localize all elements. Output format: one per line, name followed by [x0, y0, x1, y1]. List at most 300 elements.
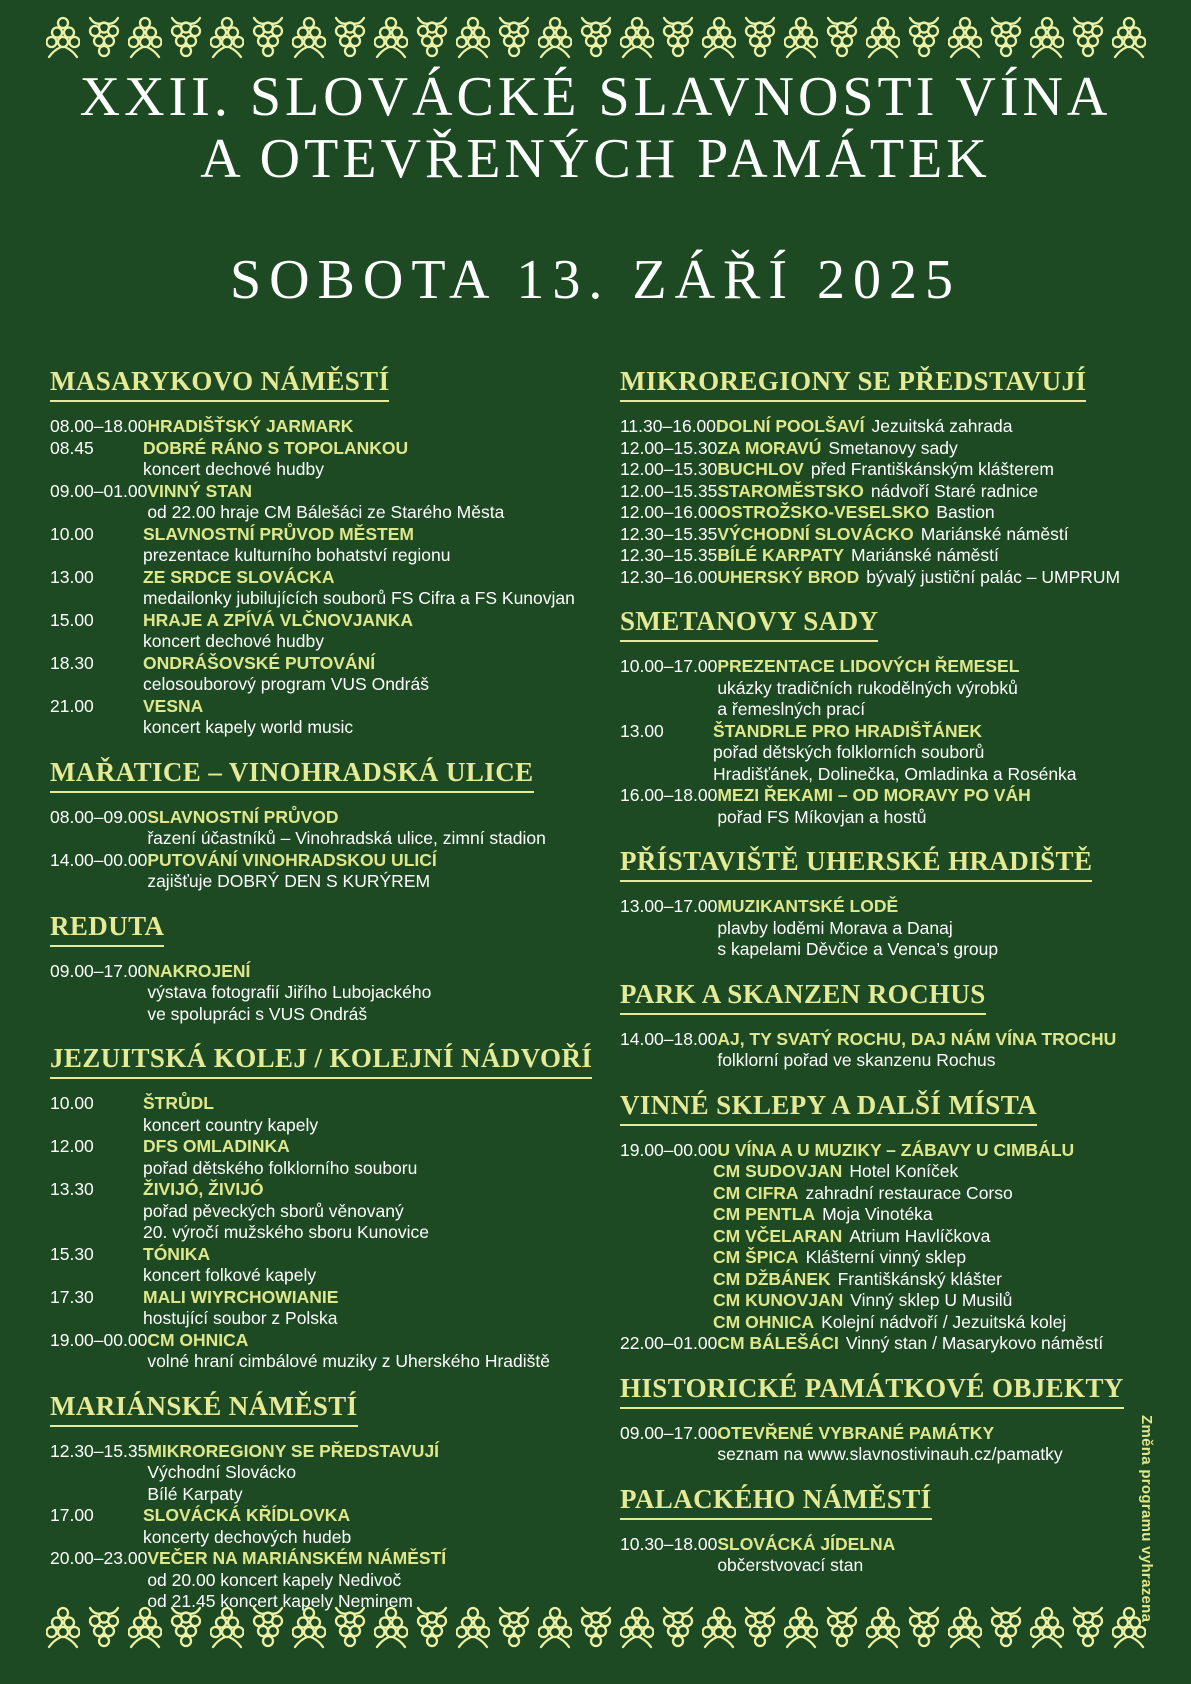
- grape-bunch-leaf-icon: [333, 16, 367, 62]
- event-body: [143, 696, 595, 739]
- event-detail: prezentace kulturního bohatství regionu: [143, 545, 451, 565]
- event-row: [620, 1290, 1180, 1312]
- grape-bunch-leaf-icon: [907, 16, 941, 62]
- section-heading-text: PALACKÉHO NÁMĚSTÍ: [620, 1484, 932, 1520]
- event-detail: volné hraní cimbálové muziky z Uherského Hradiště: [147, 1351, 550, 1371]
- event-location: Vinný sklep U Musilů: [850, 1290, 1013, 1310]
- grape-bunch-icon: [702, 1606, 736, 1652]
- event-row: [620, 1183, 1180, 1205]
- event-title-line: [717, 524, 1180, 546]
- event-body: [717, 1333, 1180, 1355]
- grape-bunch-icon: [866, 1606, 900, 1652]
- event-body: [716, 416, 1180, 438]
- grape-bunch-icon: [948, 1606, 982, 1652]
- program-section: [620, 846, 1180, 961]
- event-detail: medailonky jubilujících souborů FS Cifra a FS Kunovjan: [143, 588, 575, 608]
- event-detail: seznam na www.slavnostivinauh.cz/pamatky: [717, 1444, 1063, 1464]
- grape-bunch-icon: [456, 16, 490, 62]
- event-title: HRAJE A ZPÍVÁ VLČNOVJANKA: [143, 609, 413, 630]
- event-time: 10.00–17.00: [620, 656, 718, 676]
- grape-bunch-icon: [620, 16, 654, 62]
- event-detail: od 21.45 koncert kapely Neminem: [147, 1591, 413, 1611]
- event-row: [50, 610, 595, 653]
- event-title-line: [717, 438, 1180, 460]
- event-title-line: [717, 1423, 1180, 1445]
- event-title-line: [147, 1330, 595, 1352]
- grape-bunch-leaf-icon: [825, 16, 859, 62]
- event-title: VÝCHODNÍ SLOVÁCKO: [717, 523, 914, 544]
- grape-bunch-leaf-icon: [87, 1606, 121, 1652]
- event-body: [143, 1136, 595, 1179]
- event-location: Bastion: [936, 502, 995, 522]
- event-title: SLAVNOSTNÍ PRŮVOD: [147, 806, 339, 827]
- event-body: [147, 961, 595, 1026]
- grape-bunch-leaf-icon: [743, 1606, 777, 1652]
- program-section: [50, 757, 595, 893]
- event-title: CM ŠPICA: [713, 1247, 799, 1267]
- event-title-line: [717, 656, 1180, 678]
- section-heading: [620, 1090, 1180, 1126]
- event-detail: ve spolupráci s VUS Ondráš: [147, 1003, 368, 1024]
- section-heading-text: MARIÁNSKÉ NÁMĚSTÍ: [50, 1391, 358, 1427]
- grape-bunch-leaf-icon: [169, 16, 203, 62]
- grape-border-top: [0, 16, 1191, 62]
- event-title: CM BÁLEŠÁCI: [717, 1333, 839, 1353]
- event-body: [717, 896, 1180, 961]
- grape-bunch-icon: [292, 1606, 326, 1652]
- event-detail: plavby loděmi Morava a Danaj: [717, 917, 953, 938]
- grape-bunch-icon: [702, 16, 736, 62]
- event-time: 10.00: [50, 523, 94, 544]
- event-time: 09.00–17.00: [620, 1422, 718, 1443]
- event-time: 08.45: [50, 437, 94, 458]
- event-time: 14.00–18.00: [620, 1028, 718, 1049]
- event-body: [713, 1247, 1180, 1269]
- event-row: [50, 850, 595, 893]
- event-location: Františkánský klášter: [837, 1268, 1002, 1289]
- event-title-line: [713, 1226, 1180, 1248]
- event-detail: koncerty dechových hudeb: [143, 1526, 352, 1547]
- event-body: [713, 1161, 1180, 1183]
- event-detail: ukázky tradičních rukodělných výrobků: [717, 677, 1018, 698]
- event-row: [620, 1534, 1180, 1577]
- event-time: 20.00–23.00: [50, 1548, 148, 1568]
- event-title-line: [143, 1179, 595, 1201]
- event-time: 12.00–15.35: [620, 480, 718, 501]
- event-body: [143, 438, 595, 481]
- event-title: MEZI ŘEKAMI – OD MORAVY PO VÁH: [717, 785, 1031, 805]
- event-time: 19.00–00.00: [620, 1139, 718, 1160]
- event-title-line: [143, 1244, 595, 1266]
- event-row: [620, 1226, 1180, 1248]
- event-time: 08.00–09.00: [50, 806, 148, 827]
- grape-bunch-icon: [374, 16, 408, 62]
- grape-bunch-icon: [866, 16, 900, 62]
- event-title: UHERSKÝ BROD: [717, 566, 860, 587]
- event-title-line: [717, 1029, 1180, 1051]
- event-body: [143, 610, 595, 653]
- grape-bunch-icon: [538, 1606, 572, 1652]
- event-location: Mariánské náměstí: [920, 523, 1069, 544]
- section-heading-text: REDUTA: [50, 911, 164, 947]
- event-row: [620, 524, 1180, 546]
- event-time: 15.30: [50, 1243, 94, 1264]
- event-time: 17.00: [50, 1505, 94, 1525]
- grape-bunch-icon: [292, 16, 326, 62]
- grape-bunch-leaf-icon: [1071, 1606, 1105, 1652]
- event-body: [717, 656, 1180, 721]
- grape-bunch-leaf-icon: [87, 16, 121, 62]
- event-title-line: [717, 1333, 1180, 1355]
- event-time: 08.00–18.00: [50, 416, 148, 436]
- event-body: [147, 1548, 595, 1613]
- event-title: OSTROŽSKO-VESELSKO: [717, 502, 930, 522]
- grape-bunch-leaf-icon: [989, 1606, 1023, 1652]
- program-section: [620, 1484, 1180, 1577]
- section-heading: [50, 757, 595, 793]
- event-time: 10.30–18.00: [620, 1533, 718, 1554]
- event-title-line: [147, 850, 595, 872]
- event-title: NAKROJENÍ: [147, 960, 251, 981]
- event-time: 19.00–00.00: [50, 1329, 148, 1350]
- event-row: [50, 1441, 595, 1506]
- event-title: CM OHNICA: [713, 1311, 815, 1332]
- event-title-line: [716, 416, 1180, 438]
- event-title-line: [143, 696, 595, 718]
- event-title: CM VČELARAN: [713, 1225, 843, 1246]
- section-heading: [50, 911, 595, 947]
- event-row: [620, 721, 1180, 786]
- event-title: STAROMĚSTSKO: [717, 480, 864, 501]
- event-row: [50, 567, 595, 610]
- event-detail: pořad dětských folklorních souborů: [713, 742, 985, 762]
- event-row: [50, 1136, 595, 1179]
- grape-bunch-icon: [1030, 1606, 1064, 1652]
- event-body: [717, 438, 1180, 460]
- event-body: [147, 1330, 595, 1373]
- event-title: MIKROREGIONY SE PŘEDSTAVUJÍ: [147, 1440, 440, 1461]
- event-row: [50, 1330, 595, 1373]
- event-location: Hotel Koníček: [849, 1161, 959, 1181]
- event-time: 12.00–15.30: [620, 459, 718, 479]
- grape-bunch-icon: [784, 1606, 818, 1652]
- event-detail: zajišťuje DOBRÝ DEN S KURÝREM: [147, 871, 431, 891]
- event-body: [143, 524, 595, 567]
- grape-bunch-leaf-icon: [1071, 16, 1105, 62]
- event-body: [717, 785, 1180, 828]
- event-time: 12.30–15.35: [620, 545, 718, 565]
- event-detail: Hradišťánek, Dolinečka, Omladinka a Rosénka: [713, 763, 1077, 784]
- event-detail: a řemeslných prací: [717, 699, 866, 719]
- grape-bunch-leaf-icon: [415, 1606, 449, 1652]
- event-row: [620, 1029, 1180, 1072]
- section-heading-text: MASARYKOVO NÁMĚSTÍ: [50, 366, 389, 402]
- program-section: [50, 1391, 595, 1613]
- event-body: [713, 1183, 1180, 1205]
- event-row: [620, 656, 1180, 721]
- event-title-line: [713, 1204, 1180, 1226]
- program-section: [620, 979, 1180, 1072]
- event-location: Jezuitská zahrada: [871, 416, 1013, 436]
- section-heading-text: SMETANOVY SADY: [620, 606, 878, 642]
- event-row: [620, 502, 1180, 524]
- event-title-line: [713, 1290, 1180, 1312]
- event-title: CM KUNOVJAN: [713, 1290, 844, 1310]
- event-title-line: [717, 545, 1180, 567]
- event-body: [717, 1423, 1180, 1466]
- event-title-line: [713, 1312, 1180, 1334]
- section-heading: [50, 366, 595, 402]
- event-detail: pořad dětského folklorního souboru: [143, 1157, 418, 1178]
- grape-bunch-leaf-icon: [251, 1606, 285, 1652]
- event-title: VEČER NA MARIÁNSKÉM NÁMĚSTÍ: [147, 1548, 447, 1568]
- grape-bunch-icon: [1112, 16, 1146, 62]
- event-time: 22.00–01.00: [620, 1333, 718, 1353]
- event-row: [50, 1548, 595, 1613]
- poster-header: [0, 66, 1191, 310]
- event-title-line: [713, 721, 1180, 743]
- event-time: 14.00–00.00: [50, 849, 148, 870]
- event-title: DFS OMLADINKA: [143, 1136, 290, 1156]
- event-row: [620, 785, 1180, 828]
- event-row: [620, 1312, 1180, 1334]
- event-time: 12.30–15.35: [620, 523, 718, 544]
- event-title-line: [147, 1441, 595, 1463]
- event-body: [143, 567, 595, 610]
- grape-bunch-icon: [128, 1606, 162, 1652]
- grape-bunch-icon: [538, 16, 572, 62]
- event-row: [620, 438, 1180, 460]
- event-detail: hostující soubor z Polska: [143, 1308, 338, 1328]
- grape-bunch-leaf-icon: [989, 16, 1023, 62]
- section-heading: [620, 606, 1180, 642]
- event-row: [50, 1287, 595, 1330]
- grape-bunch-icon: [948, 16, 982, 62]
- event-row: [50, 1093, 595, 1136]
- event-title: ŠTANDRLE PRO HRADIŠŤÁNEK: [713, 720, 982, 741]
- event-location: bývalý justiční palác – UMPRUM: [866, 566, 1121, 587]
- event-detail: koncert dechové hudby: [143, 631, 324, 651]
- grape-bunch-leaf-icon: [333, 1606, 367, 1652]
- event-body: [717, 567, 1180, 589]
- event-row: [620, 545, 1180, 567]
- grape-bunch-icon: [210, 16, 244, 62]
- event-title: TÓNIKA: [143, 1243, 211, 1264]
- grape-bunch-leaf-icon: [497, 16, 531, 62]
- event-body: [147, 850, 595, 893]
- event-title: DOBRÉ RÁNO S TOPOLANKOU: [143, 437, 409, 458]
- event-title: PREZENTACE LIDOVÝCH ŘEMESEL: [717, 656, 1020, 676]
- grape-bunch-leaf-icon: [169, 1606, 203, 1652]
- event-title-line: [713, 1269, 1180, 1291]
- event-row: [50, 961, 595, 1026]
- event-location: Mariánské náměstí: [851, 545, 999, 565]
- event-title-line: [147, 416, 595, 438]
- grape-bunch-leaf-icon: [743, 16, 777, 62]
- event-row: [50, 1244, 595, 1287]
- event-body: [713, 1269, 1180, 1291]
- event-title: DOLNÍ POOLŠAVÍ: [716, 416, 865, 436]
- event-body: [713, 721, 1180, 786]
- event-time: 12.00: [50, 1136, 94, 1156]
- event-body: [717, 1534, 1180, 1577]
- program-section: [50, 911, 595, 1026]
- event-title: MALI WIYRCHOWIANIE: [143, 1286, 339, 1307]
- grape-bunch-icon: [620, 1606, 654, 1652]
- event-body: [143, 1505, 595, 1548]
- section-heading-text: PARK A SKANZEN ROCHUS: [620, 979, 986, 1015]
- event-row: [620, 459, 1180, 481]
- grape-bunch-icon: [128, 16, 162, 62]
- section-heading-text: PŘÍSTAVIŠTĚ UHERSKÉ HRADIŠTĚ: [620, 846, 1092, 882]
- program-section: [620, 1373, 1180, 1466]
- event-location: Klášterní vinný sklep: [805, 1247, 967, 1267]
- event-row: [620, 1423, 1180, 1466]
- event-title-line: [143, 653, 595, 675]
- event-time: 12.00–15.30: [620, 437, 718, 458]
- event-body: [717, 502, 1180, 524]
- event-detail: koncert kapely world music: [143, 717, 354, 737]
- event-title-line: [717, 1534, 1180, 1556]
- section-heading-text: MIKROREGIONY SE PŘEDSTAVUJÍ: [620, 366, 1086, 402]
- event-time: 15.00: [50, 609, 94, 630]
- event-body: [717, 459, 1180, 481]
- event-row: [620, 1247, 1180, 1269]
- event-detail: od 22.00 hraje CM Bálešáci ze Starého Města: [147, 502, 505, 522]
- event-detail: celosouborový program VUS Ondráš: [143, 674, 429, 694]
- event-time: 18.30: [50, 652, 94, 673]
- event-location: Smetanovy sady: [828, 437, 958, 458]
- event-body: [143, 653, 595, 696]
- grape-bunch-icon: [1030, 16, 1064, 62]
- event-time: 13.00: [50, 566, 94, 587]
- event-body: [147, 416, 595, 438]
- grape-bunch-icon: [210, 1606, 244, 1652]
- event-body: [717, 1140, 1180, 1162]
- event-detail: 20. výročí mužského sboru Kunovice: [143, 1222, 429, 1242]
- event-title-line: [717, 459, 1180, 481]
- event-title: BUCHLOV: [717, 459, 804, 479]
- event-time: 10.00: [50, 1093, 94, 1113]
- event-detail: od 20.00 koncert kapely Nedivoč: [147, 1569, 402, 1590]
- event-title: AJ, TY SVATÝ ROCHU, DAJ NÁM VÍNA TROCHU: [717, 1028, 1117, 1049]
- event-title-line: [717, 785, 1180, 807]
- event-title: ŠTRŮDL: [143, 1093, 214, 1113]
- poster-title-line1: XXII. SLOVÁCKÉ SLAVNOSTI VÍNA: [79, 66, 1112, 128]
- event-title-line: [143, 610, 595, 632]
- program-change-note: Změna programu vyhrazena: [1138, 1415, 1155, 1623]
- event-title: OTEVŘENÉ VYBRANÉ PAMÁTKY: [717, 1422, 995, 1443]
- event-title: ZA MORAVÚ: [717, 437, 822, 458]
- event-body: [143, 1179, 595, 1244]
- grape-bunch-leaf-icon: [415, 16, 449, 62]
- event-body: [713, 1226, 1180, 1248]
- grape-bunch-icon: [784, 16, 818, 62]
- poster-title-line2: A OTEVŘENÝCH PAMÁTEK: [200, 128, 991, 190]
- event-location: Atrium Havlíčkova: [849, 1225, 991, 1246]
- grape-border-bottom: [0, 1606, 1191, 1652]
- event-detail: Bílé Karpaty: [147, 1483, 243, 1504]
- event-title: CM CIFRA: [713, 1182, 799, 1203]
- event-body: [713, 1312, 1180, 1334]
- event-row: [620, 567, 1180, 589]
- event-title-line: [713, 1161, 1180, 1183]
- section-heading-text: JEZUITSKÁ KOLEJ / KOLEJNÍ NÁDVOŘÍ: [50, 1043, 592, 1079]
- event-detail: řazení účastníků – Vinohradská ulice, zimní stadion: [147, 828, 546, 848]
- event-detail: pořad FS Míkovjan a hostů: [717, 806, 927, 827]
- event-title-line: [147, 1548, 595, 1570]
- event-body: [147, 481, 595, 524]
- event-title-line: [713, 1247, 1180, 1269]
- event-time: 17.30: [50, 1286, 94, 1307]
- program-section: [50, 1043, 595, 1373]
- event-body: [147, 1441, 595, 1506]
- event-location: Kolejní nádvoří / Jezuitská kolej: [821, 1311, 1067, 1332]
- event-time: 16.00–18.00: [620, 785, 718, 805]
- program-section: [620, 1090, 1180, 1355]
- event-title: CM OHNICA: [147, 1329, 249, 1350]
- event-time: 21.00: [50, 695, 94, 716]
- grape-bunch-icon: [456, 1606, 490, 1652]
- event-title: ZE SRDCE SLOVÁCKA: [143, 566, 335, 587]
- event-body: [143, 1093, 595, 1136]
- event-title-line: [717, 567, 1180, 589]
- event-time: 13.00–17.00: [620, 896, 718, 916]
- event-title-line: [143, 1136, 595, 1158]
- event-title: PUTOVÁNÍ VINOHRADSKOU ULICÍ: [147, 849, 437, 870]
- event-title-line: [143, 1505, 595, 1527]
- event-detail: koncert folkové kapely: [143, 1265, 317, 1285]
- program-section: [50, 366, 595, 739]
- grape-bunch-leaf-icon: [579, 16, 613, 62]
- event-title: VINNÝ STAN: [147, 480, 253, 501]
- event-time: 13.00: [620, 720, 664, 741]
- event-row: [620, 481, 1180, 503]
- program-column-right: [620, 348, 1180, 1577]
- event-body: [713, 1204, 1180, 1226]
- grape-bunch-icon: [46, 1606, 80, 1652]
- section-heading-text: MAŘATICE – VINOHRADSKÁ ULICE: [50, 757, 534, 793]
- event-title: BÍLÉ KARPATY: [717, 545, 845, 565]
- section-heading: [620, 979, 1180, 1015]
- event-row: [50, 416, 595, 438]
- event-detail: Východní Slovácko: [147, 1462, 297, 1482]
- event-location: zahradní restaurace Corso: [805, 1182, 1013, 1203]
- grape-bunch-icon: [374, 1606, 408, 1652]
- event-time: 11.30–16.00: [620, 416, 717, 436]
- event-body: [147, 807, 595, 850]
- event-detail: folklorní pořad ve skanzenu Rochus: [717, 1050, 996, 1070]
- event-title-line: [143, 567, 595, 589]
- grape-bunch-leaf-icon: [825, 1606, 859, 1652]
- event-time: 09.00–01.00: [50, 480, 148, 501]
- event-title: CM PENTLA: [713, 1204, 816, 1224]
- event-title: CM DŽBÁNEK: [713, 1268, 831, 1289]
- event-body: [717, 481, 1180, 503]
- event-title: ONDRÁŠOVSKÉ PUTOVÁNÍ: [143, 652, 376, 673]
- event-title: MUZIKANTSKÉ LODĚ: [717, 896, 899, 916]
- event-row: [50, 481, 595, 524]
- grape-bunch-leaf-icon: [661, 16, 695, 62]
- event-title: ŽIVIJÓ, ŽIVIJÓ: [143, 1179, 264, 1199]
- event-title: SLOVÁCKÁ KŘÍDLOVKA: [143, 1505, 351, 1525]
- event-title-line: [717, 896, 1180, 918]
- event-row: [620, 416, 1180, 438]
- event-title-line: [143, 1093, 595, 1115]
- section-heading: [620, 366, 1180, 402]
- event-detail: pořad pěveckých sborů věnovaný: [143, 1200, 404, 1221]
- event-title-line: [717, 481, 1180, 503]
